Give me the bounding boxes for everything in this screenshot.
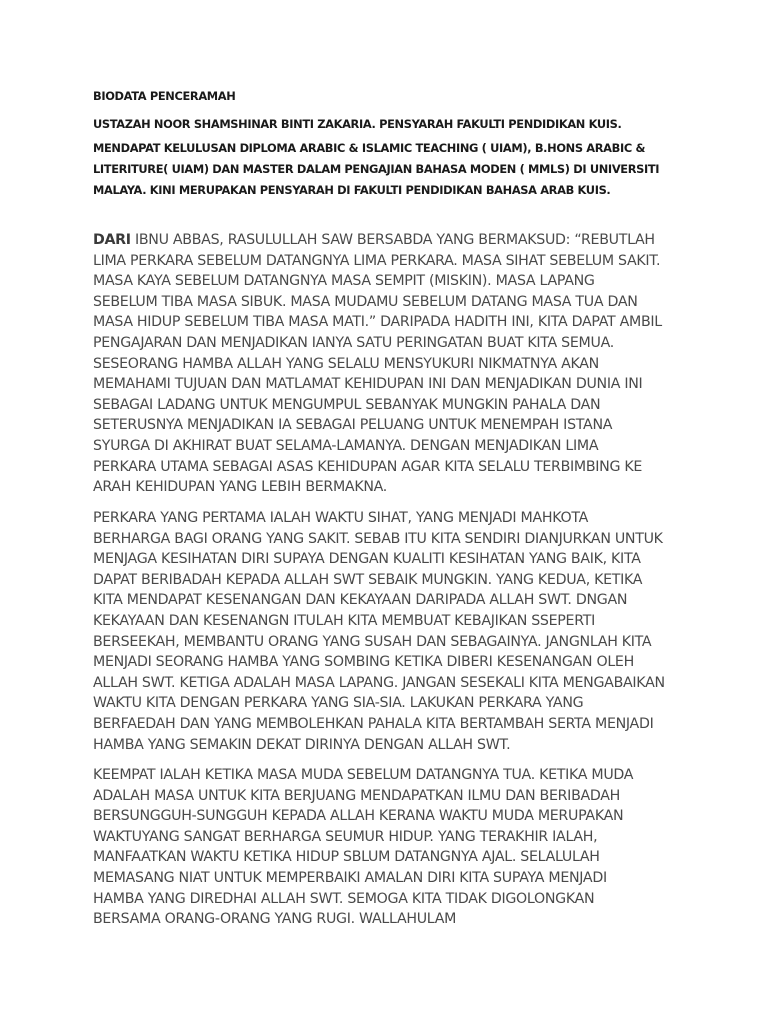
paragraph-line: SETERUSNYA MENJADIKAN IA SEBAGAI PELUANG UNTUK MENEMPAH ISTANA (93, 417, 613, 434)
paragraph-line: HAMBA YANG SEMAKIN DEKAT DIRINYA DENGAN ALLAH SWT. (93, 736, 511, 753)
paragraph-line: MANFAATKAN WAKTU KETIKA HIDUP SBLUM DATANGNYA AJAL. SELALULAH (93, 849, 600, 866)
paragraph-line: MEMAHAMI TUJUAN DAN MATLAMAT KEHIDUPAN INI DAN MENJADIKAN DUNIA INI (93, 376, 643, 393)
paragraph-line: SEBELUM TIBA MASA SIBUK. MASA MUDAMU SEBELUM DATANG MASA TUA DAN (93, 293, 638, 310)
qualifications-line: LITERITURE( UIAM) DAN MASTER DALAM PENGAJIAN BAHASA MODEN ( MMLS) DI UNIVERSITI (93, 162, 660, 176)
paragraph-first-three (93, 508, 683, 755)
paragraph-line: ADALAH MASA UNTUK KITA BERJUANG MENDAPATKAN ILMU DAN BERIBADAH (93, 787, 621, 804)
paragraph-line: ALLAH SWT. KETIGA ADALAH MASA LAPANG. JANGAN SESEKALI KITA MENGABAIKAN (93, 674, 665, 691)
paragraph-line: BERSUNGGUH-SUNGGUH KEPADA ALLAH KERANA WAKTU MUDA MERUPAKAN (93, 808, 624, 825)
paragraph-line: WAKTUYANG SANGAT BERHARGA SEUMUR HIDUP. YANG TERAKHIR IALAH, (93, 828, 598, 845)
paragraph-line: LIMA PERKARA SEBELUM DATANGNYA LIMA PERKARA. MASA SIHAT SEBELUM SAKIT. (93, 252, 661, 269)
lead-word: DARI (93, 232, 131, 248)
paragraph-line: HAMBA YANG DIREDHAI ALLAH SWT. SEMOGA KITA TIDAK DIGOLONGKAN (93, 890, 595, 907)
paragraph-line (93, 230, 683, 251)
qualifications-line: MENDAPAT KELULUSAN DIPLOMA ARABIC & ISLAMIC TEACHING ( UIAM), B.HONS ARABIC & (93, 141, 646, 155)
qualifications-line: MALAYA. KINI MERUPAKAN PENSYARAH DI FAKULTI PENDIDIKAN BAHASA ARAB KUIS. (93, 183, 611, 197)
paragraph-line: MEMASANG NIAT UNTUK MEMPERBAIKI AMALAN DIRI KITA SUPAYA MENJADI (93, 869, 607, 886)
paragraph-line: PERKARA UTAMA SEBAGAI ASAS KEHIDUPAN AGAR KITA SELALU TERBIMBING KE (93, 458, 643, 475)
paragraph-line: SYURGA DI AKHIRAT BUAT SELAMA-LAMANYA. DENGAN MENJADIKAN LIMA (93, 437, 599, 454)
paragraph-line: PERKARA YANG PERTAMA IALAH WAKTU SIHAT, YANG MENJADI MAHKOTA (93, 510, 589, 526)
paragraph-line: PENGAJARAN DAN MENJADIKAN IANYA SATU PERINGATAN BUAT KITA SEMUA. (93, 334, 614, 351)
paragraph-hadith (93, 230, 683, 498)
paragraph-line: MENJAGA KESIHATAN DIRI SUPAYA DENGAN KUALITI KESIHATAN YANG BAIK, KITA (93, 551, 641, 568)
paragraph-line: DAPAT BERIBADAH KEPADA ALLAH SWT SEBAIK MUNGKIN. YANG KEDUA, KETIKA (93, 571, 643, 588)
paragraph-last-two (93, 765, 683, 930)
first-line-text: IBNU ABBAS, RASULULLAH SAW BERSABDA YANG BERMAKSUD: “REBUTLAH (130, 232, 655, 248)
biodata-title: BIODATA PENCERAMAH (93, 89, 236, 103)
paragraph-line: KEKAYAAN DAN KESENANGN ITULAH KITA MEMBUAT KEBAJIKAN SSEPERTI (93, 612, 595, 629)
paragraph-line: KEEMPAT IALAH KETIKA MASA MUDA SEBELUM DATANGNYA TUA. KETIKA MUDA (93, 767, 634, 783)
paragraph-line: BERFAEDAH DAN YANG MEMBOLEHKAN PAHALA KITA BERTAMBAH SERTA MENJADI (93, 715, 654, 732)
paragraph-line: BERSAMA ORANG-ORANG YANG RUGI. WALLAHULAM (93, 911, 457, 928)
paragraph-line: MASA HIDUP SEBELUM TIBA MASA MATI.” DARIPADA HADITH INI, KITA DAPAT AMBIL (93, 314, 662, 331)
paragraph-line: SEBAGAI LADANG UNTUK MENGUMPUL SEBANYAK MUNGKIN PAHALA DAN (93, 396, 601, 413)
paragraph-line: MENJADI SEORANG HAMBA YANG SOMBING KETIKA DIBERI KESENANGAN OLEH (93, 654, 634, 671)
paragraph-line: BERSEEKAH, MEMBANTU ORANG YANG SUSAH DAN SEBAGAINYA. JANGNLAH KITA (93, 633, 652, 650)
speaker-qualifications (93, 138, 683, 201)
paragraph-line: KITA MENDAPAT KESENANGAN DAN KEKAYAAN DARIPADA ALLAH SWT. DNGAN (93, 592, 628, 609)
paragraph-line: BERHARGA BAGI ORANG YANG SAKIT. SEBAB ITU KITA SENDIRI DIANJURKAN UNTUK (93, 530, 663, 547)
speaker-name-line: USTAZAH NOOR SHAMSHINAR BINTI ZAKARIA. PENSYARAH FAKULTI PENDIDIKAN KUIS. (93, 117, 622, 131)
paragraph-line: ARAH KEHIDUPAN YANG LEBIH BERMAKNA. (93, 479, 388, 496)
paragraph-line: MASA KAYA SEBELUM DATANGNYA MASA SEMPIT (MISKIN). MASA LAPANG (93, 273, 595, 290)
paragraph-line: SESEORANG HAMBA ALLAH YANG SELALU MENSYUKURI NIKMATNYA AKAN (93, 355, 599, 372)
paragraph-line: WAKTU KITA DENGAN PERKARA YANG SIA-SIA. LAKUKAN PERKARA YANG (93, 695, 584, 712)
